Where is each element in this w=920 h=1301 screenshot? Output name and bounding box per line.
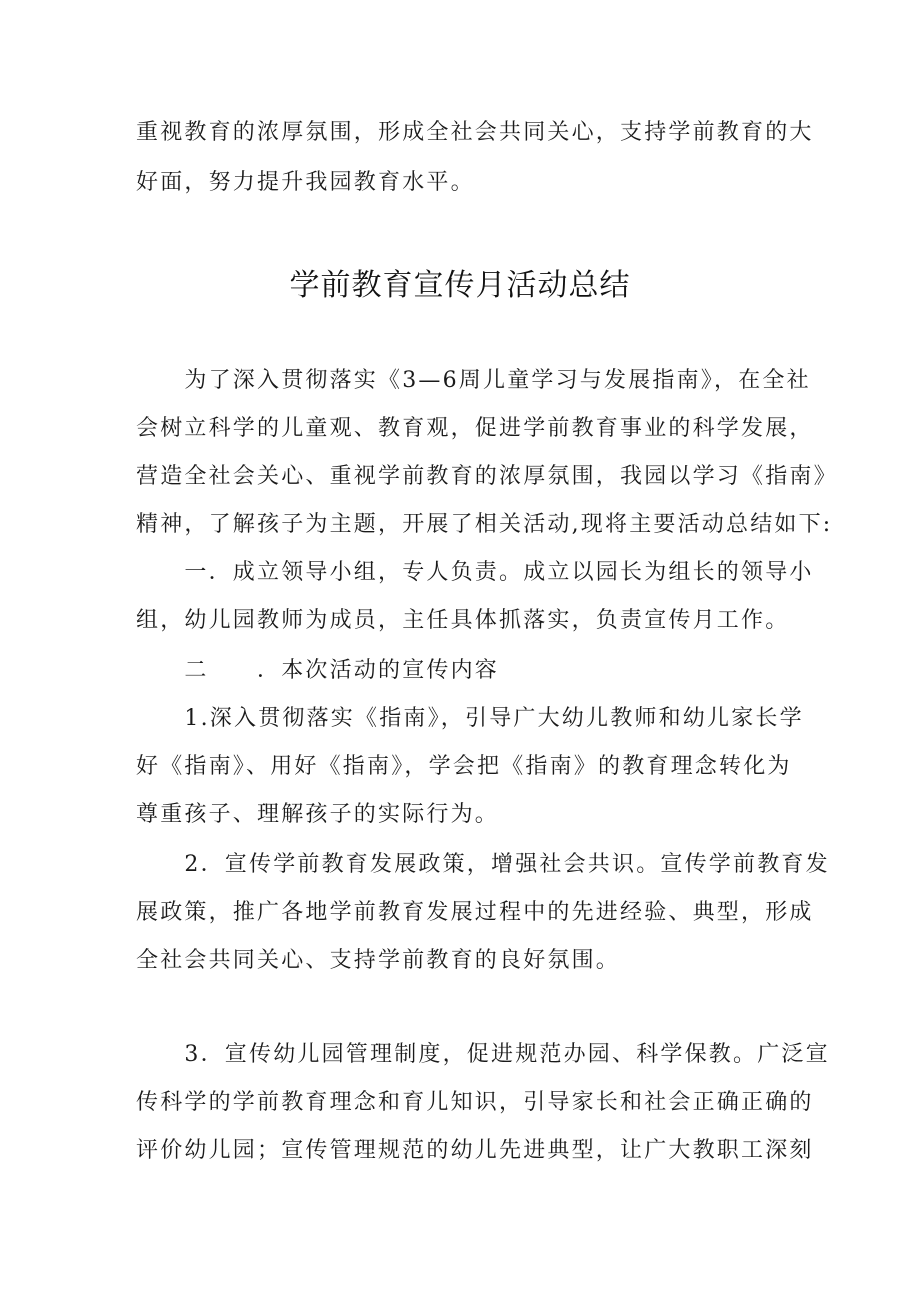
intro-line-2: 好面，努力提升我园教育水平。	[136, 170, 475, 195]
body-line-13: 全社会共同关心、支持学前教育的良好氛围。	[136, 948, 621, 973]
body-line-1: 为了深入贯彻落实《3—6周儿童学习与发展指南》，在全社	[136, 368, 811, 393]
body-line-10: 尊重孩子、理解孩子的实际行为。	[136, 802, 500, 827]
body-line-6: 组，幼儿园教师为成员，主任具体抓落实，负责宣传月工作。	[136, 608, 790, 633]
body-line-8: 1.深入贯彻落实《指南》，引导广大幼儿教师和幼儿家长学	[136, 706, 804, 731]
body-line-5: 一．成立领导小组，专人负责。成立以园长为组长的领导小	[136, 560, 814, 585]
body-line-11: 2．宣传学前教育发展政策，增强社会共识。宣传学前教育发	[136, 852, 830, 877]
body-line-9: 好《指南》、用好《指南》，学会把《指南》的教育理念转化为	[136, 754, 792, 779]
body-line-16: 评价幼儿园；宣传管理规范的幼儿先进典型，让广大教职工深刻	[136, 1138, 814, 1163]
body-line-2: 会树立科学的儿童观、教育观，促进学前教育事业的科学发展，	[136, 416, 814, 441]
intro-line-1: 重视教育的浓厚氛围，形成全社会共同关心，支持学前教育的大	[136, 120, 814, 145]
body-line-12: 展政策，推广各地学前教育发展过程中的先进经验、典型，形成	[136, 900, 814, 925]
section-heading-2: 二 ．本次活动的宣传内容	[136, 658, 500, 683]
body-line-4: 精神，了解孩子为主题，开展了相关活动,现将主要活动总结如下:	[136, 512, 833, 537]
body-line-14: 3．宣传幼儿园管理制度，促进规范办园、科学保教。广泛宣	[136, 1042, 830, 1067]
body-line-15: 传科学的学前教育理念和育儿知识，引导家长和社会正确正确的	[136, 1090, 814, 1115]
body-line-3: 营造全社会关心、重视学前教育的浓厚氛围，我园以学习《指南》	[136, 464, 838, 489]
document-title: 学前教育宣传月活动总结	[289, 268, 631, 303]
